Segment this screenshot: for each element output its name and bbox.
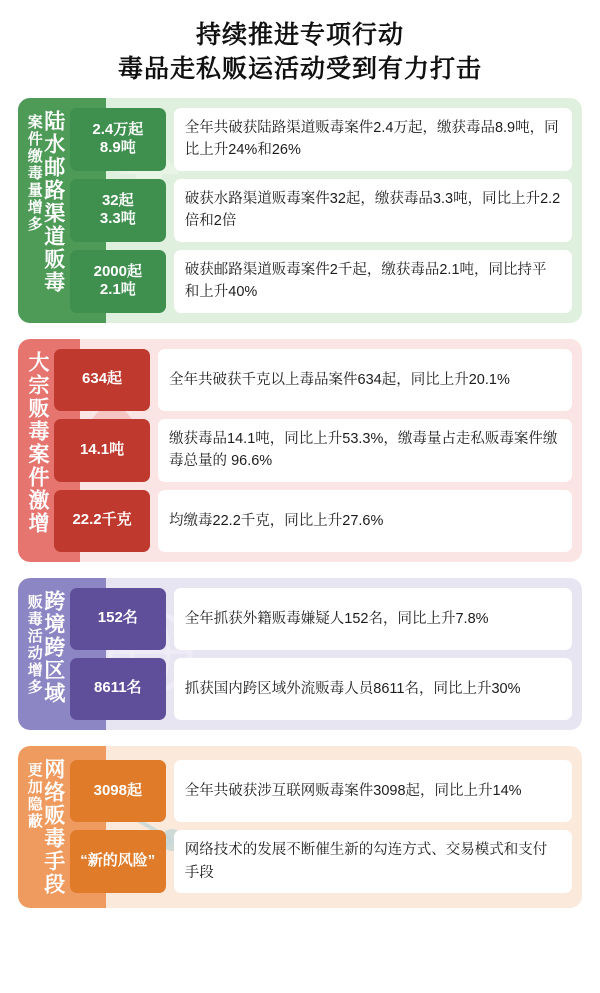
stat-chip	[54, 349, 150, 411]
section-land-water-mail	[18, 98, 582, 323]
stat-chip-line1: 32起	[101, 191, 134, 209]
row	[70, 250, 572, 313]
stat-chip-line1: 152名	[97, 609, 138, 627]
row-description: 均缴毒22.2千克，同比上升27.6%	[158, 490, 572, 552]
page-title	[18, 0, 582, 98]
title-line-1: 持续推进专项行动	[195, 21, 404, 49]
stat-chip	[70, 108, 166, 171]
section-4-label-main: 网络贩毒手段	[41, 757, 65, 896]
row	[70, 658, 572, 720]
stat-chip	[70, 179, 166, 242]
stat-chip-line1: 3098起	[93, 781, 142, 799]
section-1-rows	[70, 98, 582, 323]
stat-chip-line2: 2.1吨	[99, 281, 136, 299]
section-1-label-main: 陆水邮路渠道贩毒	[41, 110, 65, 294]
stat-chip-line1: 2000起	[93, 262, 142, 280]
row	[70, 108, 572, 171]
row-description: 破获水路渠道贩毒案件32起，缴获毒品3.3吨，同比上升2.2倍和2倍	[174, 179, 572, 242]
row-description: 全年共破获涉互联网贩毒案件3098起，同比上升14%	[174, 760, 572, 822]
row-description: 全年共破获陆路渠道贩毒案件2.4万起，缴获毒品8.9吨，同比上升24%和26%	[174, 108, 572, 171]
section-3-label	[18, 578, 70, 730]
title-line-2: 毒品走私贩运活动受到有力打击	[117, 55, 482, 83]
section-1-label	[18, 98, 70, 323]
stat-chip	[54, 419, 150, 482]
section-internet-trafficking	[18, 746, 582, 908]
stat-chip	[70, 658, 166, 720]
row	[54, 349, 572, 411]
stat-chip-line1: “新的风险”	[80, 852, 156, 870]
row	[70, 760, 572, 822]
section-4-label	[18, 746, 70, 908]
stat-chip-line2: 8.9吨	[99, 139, 136, 157]
section-3-label-sub: 贩毒活动增多	[25, 593, 43, 696]
section-4-rows	[70, 746, 582, 908]
row-description: 全年共破获千克以上毒品案件634起，同比上升20.1%	[158, 349, 572, 411]
row	[70, 588, 572, 650]
section-1-label-sub: 案件缴毒量增多	[25, 114, 43, 233]
row-description: 破获邮路渠道贩毒案件2千起，缴获毒品2.1吨，同比持平和上升40%	[174, 250, 572, 313]
stat-chip	[70, 830, 166, 893]
section-3-rows	[70, 578, 582, 730]
row-description: 网络技术的发展不断催生新的勾连方式、交易模式和支付手段	[174, 830, 572, 893]
stat-chip	[70, 760, 166, 822]
stat-chip-line1: 2.4万起	[92, 120, 144, 138]
stat-chip-line1: 14.1吨	[79, 440, 125, 458]
stat-chip	[70, 250, 166, 313]
row	[54, 419, 572, 482]
section-2-rows	[54, 339, 582, 562]
stat-chip-line1: 634起	[82, 370, 123, 388]
row	[54, 490, 572, 552]
row	[70, 179, 572, 242]
row-description: 缴获毒品14.1吨，同比上升53.3%，缴毒量占走私贩毒案件缴毒总量的 96.6%	[158, 419, 572, 482]
section-4-label-sub: 更加隐蔽	[25, 761, 43, 830]
stat-chip	[54, 490, 150, 552]
stat-chip-line1: 8611名	[94, 679, 142, 697]
stat-chip	[70, 588, 166, 650]
section-cross-border	[18, 578, 582, 730]
row-description: 抓获国内跨区域外流贩毒人员8611名，同比上升30%	[174, 658, 572, 720]
row	[70, 830, 572, 893]
section-bulk-trafficking	[18, 339, 582, 562]
stat-chip-line1: 22.2千克	[72, 511, 132, 529]
section-2-label-main: 大宗贩毒案件激增	[26, 350, 50, 535]
section-3-label-main: 跨境跨区域	[41, 589, 65, 705]
row-description: 全年抓获外籍贩毒嫌疑人152名，同比上升7.8%	[174, 588, 572, 650]
stat-chip-line2: 3.3吨	[99, 210, 136, 228]
section-2-label	[18, 339, 54, 562]
